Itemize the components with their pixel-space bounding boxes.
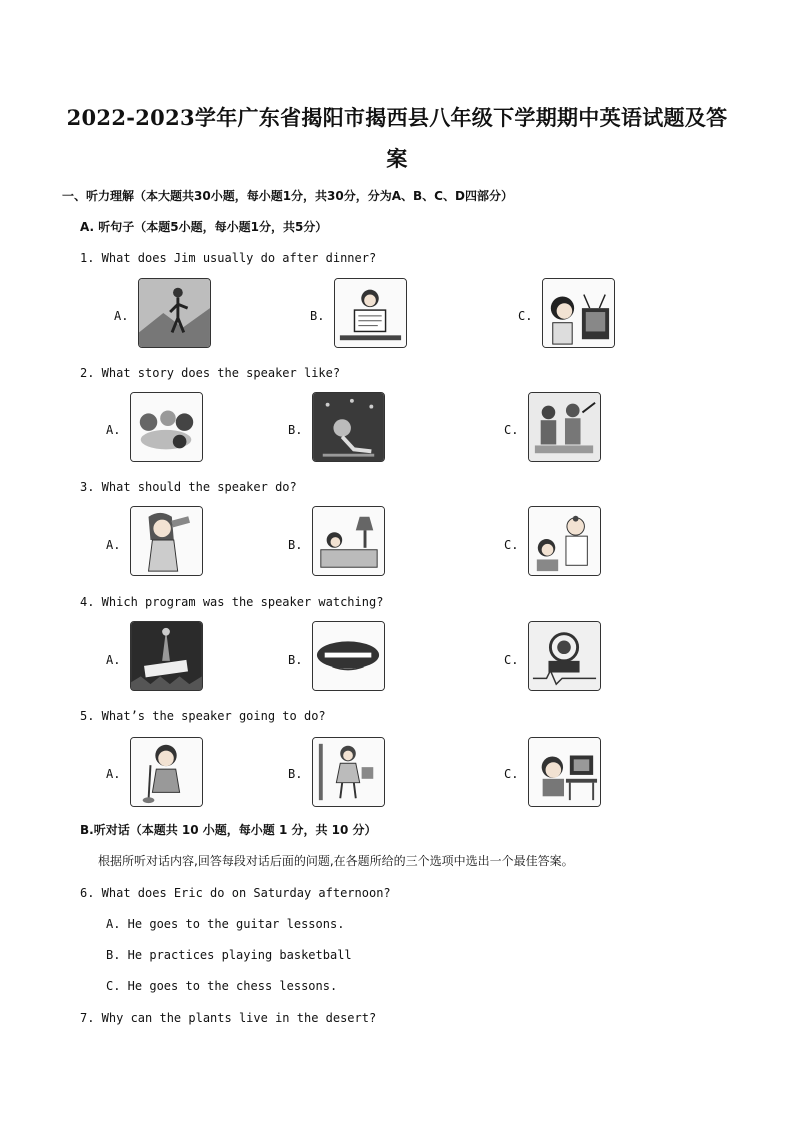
question-2: 2. What story does the speaker like?: [80, 366, 341, 380]
chinese-idol-logo-picture: [312, 621, 385, 691]
q2-option-b-label: B.: [288, 423, 303, 437]
girl-with-bucket-picture: [312, 737, 385, 807]
partB-instruction: 根据所听对话内容,回答每段对话后面的问题,在各题所给的三个选项中选出一个最佳答案。: [98, 854, 574, 868]
q3-option-b-label: B.: [288, 538, 303, 552]
q5-option-a-label: A.: [106, 767, 121, 781]
q1-option-a-label: A.: [114, 309, 129, 323]
radio-program-picture: [528, 621, 601, 691]
question-6: 6. What does Eric do on Saturday afternoon?: [80, 886, 391, 900]
kid-at-computer-picture: [528, 737, 601, 807]
cartoon-group-picture: [130, 392, 203, 462]
q5-option-c-label: C.: [504, 767, 519, 781]
q1-option-c-label: C.: [518, 309, 533, 323]
question-5: 5. What’s the speaker going to do?: [80, 709, 326, 723]
q2-option-c-label: C.: [504, 423, 519, 437]
girl-drinking-picture: [130, 506, 203, 576]
q6-option-a: A. He goes to the guitar lessons.: [106, 917, 345, 931]
q1-option-b-label: B.: [310, 309, 325, 323]
doctor-visit-picture: [528, 506, 601, 576]
question-4: 4. Which program was the speaker watching?: [80, 595, 384, 609]
section1-header: 一、听力理解（本大题共30小题，每小题1分，共30分，分为A、B、C、D四部分）: [62, 189, 513, 203]
question-3: 3. What should the speaker do?: [80, 480, 297, 494]
q4-option-b-label: B.: [288, 653, 303, 667]
q3-option-c-label: C.: [504, 538, 519, 552]
q6-option-b: B. He practices playing basketball: [106, 948, 352, 962]
q3-option-a-label: A.: [106, 538, 121, 552]
watching-tv-picture: [542, 278, 615, 348]
hiking-person-picture: [138, 278, 211, 348]
warriors-picture: [528, 392, 601, 462]
exam-title-line1: 2022-2023学年广东省揭阳市揭西县八年级下学期期中英语试题及答: [66, 105, 728, 130]
girl-in-bed-picture: [312, 506, 385, 576]
girl-sweeping-picture: [130, 737, 203, 807]
q5-option-b-label: B.: [288, 767, 303, 781]
reading-newspaper-picture: [334, 278, 407, 348]
partA-header: A. 听句子（本题5小题，每小题1分，共5分）: [80, 220, 328, 234]
q2-option-a-label: A.: [106, 423, 121, 437]
question-1: 1. What does Jim usually do after dinner?: [80, 251, 377, 265]
q4-option-a-label: A.: [106, 653, 121, 667]
q4-option-c-label: C.: [504, 653, 519, 667]
partB-header: B.听对话（本题共 10 小题，每小题 1 分，共 10 分）: [80, 823, 377, 837]
exam-title-line2: 案: [386, 146, 408, 171]
monkey-king-picture: [312, 392, 385, 462]
question-7: 7. Why can the plants live in the desert?: [80, 1011, 377, 1025]
voice-show-logo-picture: [130, 621, 203, 691]
q6-option-c: C. He goes to the chess lessons.: [106, 979, 338, 993]
